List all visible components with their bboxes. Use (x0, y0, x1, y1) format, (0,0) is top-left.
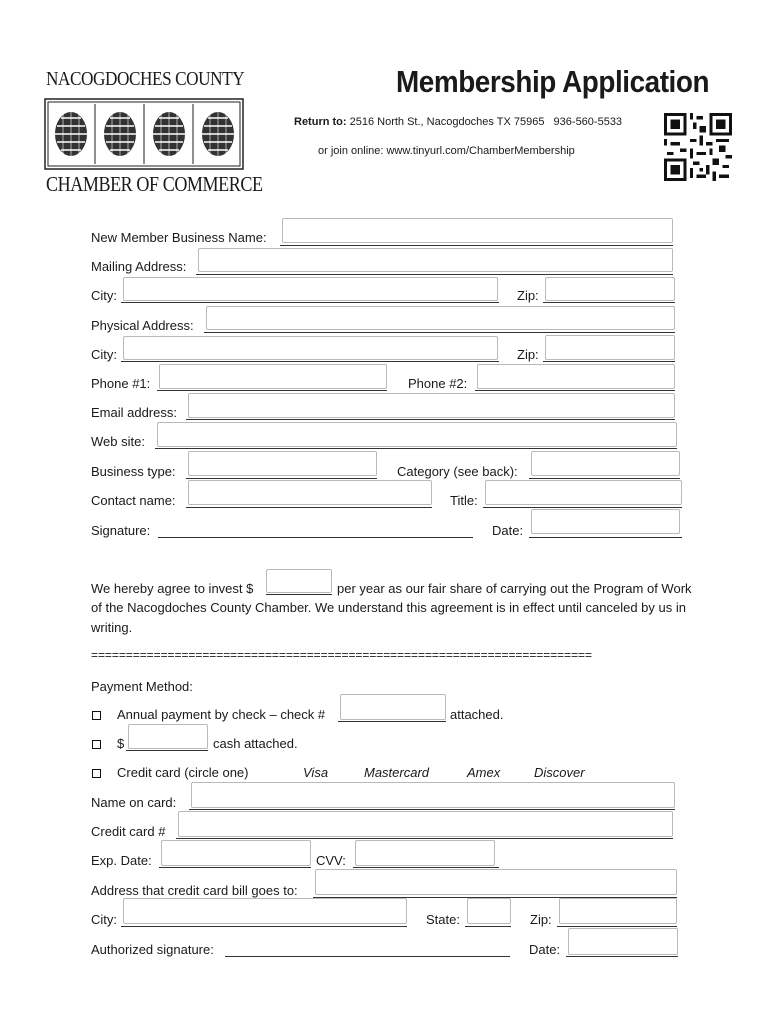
payment-date-underline (566, 956, 678, 957)
mailing-address-label: Mailing Address: (91, 259, 187, 274)
business-name-input[interactable] (282, 218, 673, 243)
billing-city-input[interactable] (123, 898, 407, 924)
online-join-text: or join online: www.tinyurl.com/ChamberMembership (318, 145, 575, 157)
investment-underline (266, 594, 332, 595)
physical-address-input[interactable] (206, 306, 675, 330)
mailing-address-underline (196, 274, 673, 275)
agreement-text-part1: We hereby agree to invest $ (91, 581, 254, 596)
investment-amount-input[interactable] (266, 569, 332, 593)
payment-date-label: Date: (529, 942, 561, 957)
physical-zip-label: Zip: (517, 347, 539, 362)
physical-zip-input[interactable] (545, 335, 675, 360)
signature-underline[interactable] (158, 537, 473, 538)
exp-date-underline (159, 867, 311, 868)
card-option-discover[interactable]: Discover (534, 765, 585, 780)
check-payment-checkbox[interactable] (92, 711, 101, 720)
website-underline (155, 448, 677, 449)
payment-date-input[interactable] (568, 928, 678, 955)
date-label: Date: (492, 523, 524, 538)
return-address: 2516 North St., Nacogdoches TX 75965 (349, 116, 545, 128)
physical-address-label: Physical Address: (91, 318, 194, 333)
billing-city-label: City: (91, 912, 117, 927)
billing-city-underline (121, 926, 407, 927)
category-input[interactable] (531, 451, 680, 476)
cash-amount-input[interactable] (128, 724, 208, 749)
business-type-label: Business type: (91, 464, 176, 479)
agreement-text-part2: per year as our fair share of carrying out the Program of Work (337, 581, 692, 596)
category-label: Category (see back): (397, 464, 518, 479)
business-type-input[interactable] (188, 451, 377, 476)
cash-dollar-label: $ (117, 736, 125, 751)
check-number-underline (338, 721, 446, 722)
pinecone-logo-icon (44, 98, 244, 170)
authorized-signature-underline[interactable] (225, 956, 510, 957)
check-payment-label: Annual payment by check – check # (117, 707, 326, 722)
card-number-label: Credit card # (91, 824, 166, 839)
exp-date-label: Exp. Date: (91, 853, 152, 868)
signature-label: Signature: (91, 523, 151, 538)
mailing-city-label: City: (91, 288, 117, 303)
contact-name-label: Contact name: (91, 493, 176, 508)
cash-amount-underline (126, 750, 208, 751)
exp-date-input[interactable] (161, 840, 311, 866)
title-input[interactable] (485, 480, 682, 505)
physical-city-label: City: (91, 347, 117, 362)
date-input[interactable] (531, 509, 680, 534)
cvv-underline (353, 867, 499, 868)
agreement-text-line2: of the Nacogdoches County Chamber. We understand this agreement is in effect until canceled by us in (91, 600, 686, 615)
contact-name-underline (186, 507, 432, 508)
chamber-phone: 936-560-5533 (553, 116, 623, 128)
business-name-underline (280, 245, 673, 246)
physical-city-underline (121, 361, 499, 362)
check-number-input[interactable] (340, 694, 446, 720)
physical-address-underline (204, 332, 675, 333)
mailing-zip-underline (543, 302, 675, 303)
card-number-input[interactable] (178, 811, 673, 837)
billing-state-underline (465, 926, 511, 927)
phone1-input[interactable] (159, 364, 387, 389)
billing-address-label: Address that credit card bill goes to: (91, 883, 298, 898)
agreement-text-line3: writing. (91, 620, 133, 635)
check-attached-label: attached. (450, 707, 504, 722)
business-name-label: New Member Business Name: (91, 230, 267, 245)
billing-zip-input[interactable] (559, 898, 677, 924)
mailing-city-input[interactable] (123, 277, 498, 301)
return-address-line (294, 116, 622, 128)
payment-method-heading: Payment Method: (91, 679, 193, 694)
credit-card-checkbox[interactable] (92, 769, 101, 778)
phone2-input[interactable] (477, 364, 675, 389)
name-on-card-label: Name on card: (91, 795, 177, 810)
mailing-address-input[interactable] (198, 248, 673, 272)
section-divider: ======================================================================== (91, 648, 592, 662)
physical-zip-underline (543, 361, 675, 362)
page-title: Membership Application (396, 64, 710, 99)
cash-attached-label: cash attached. (213, 736, 298, 751)
qr-code-icon[interactable] (664, 113, 732, 181)
category-underline (529, 478, 680, 479)
org-name-line2: CHAMBER OF COMMERCE (46, 172, 263, 196)
business-type-underline (186, 478, 377, 479)
physical-city-input[interactable] (123, 336, 498, 360)
billing-address-input[interactable] (315, 869, 677, 895)
credit-card-label: Credit card (circle one) (117, 765, 249, 780)
title-underline (483, 507, 682, 508)
billing-zip-label: Zip: (530, 912, 552, 927)
email-underline (186, 419, 675, 420)
card-option-visa[interactable]: Visa (303, 765, 329, 780)
card-option-amex[interactable]: Amex (467, 765, 501, 780)
title-label: Title: (450, 493, 478, 508)
authorized-signature-label: Authorized signature: (91, 942, 214, 957)
mailing-zip-input[interactable] (545, 277, 675, 301)
phone2-label: Phone #2: (408, 376, 468, 391)
card-number-underline (176, 838, 673, 839)
name-on-card-underline (189, 809, 675, 810)
email-input[interactable] (188, 393, 675, 418)
date-underline (529, 537, 682, 538)
return-label: Return to: (294, 116, 347, 128)
phone1-underline (157, 390, 387, 391)
card-option-mastercard[interactable]: Mastercard (364, 765, 430, 780)
org-name-line1: NACOGDOCHES COUNTY (46, 68, 245, 90)
website-input[interactable] (157, 422, 677, 447)
cash-payment-checkbox[interactable] (92, 740, 101, 749)
email-label: Email address: (91, 405, 177, 420)
cvv-input[interactable] (355, 840, 495, 866)
mailing-city-underline (121, 302, 499, 303)
billing-state-label: State: (426, 912, 460, 927)
billing-state-input[interactable] (467, 898, 511, 924)
contact-name-input[interactable] (188, 480, 432, 505)
phone1-label: Phone #1: (91, 376, 151, 391)
cvv-label: CVV: (316, 853, 346, 868)
website-label: Web site: (91, 434, 145, 449)
billing-zip-underline (557, 926, 677, 927)
phone2-underline (475, 390, 675, 391)
name-on-card-input[interactable] (191, 782, 675, 808)
mailing-zip-label: Zip: (517, 288, 539, 303)
